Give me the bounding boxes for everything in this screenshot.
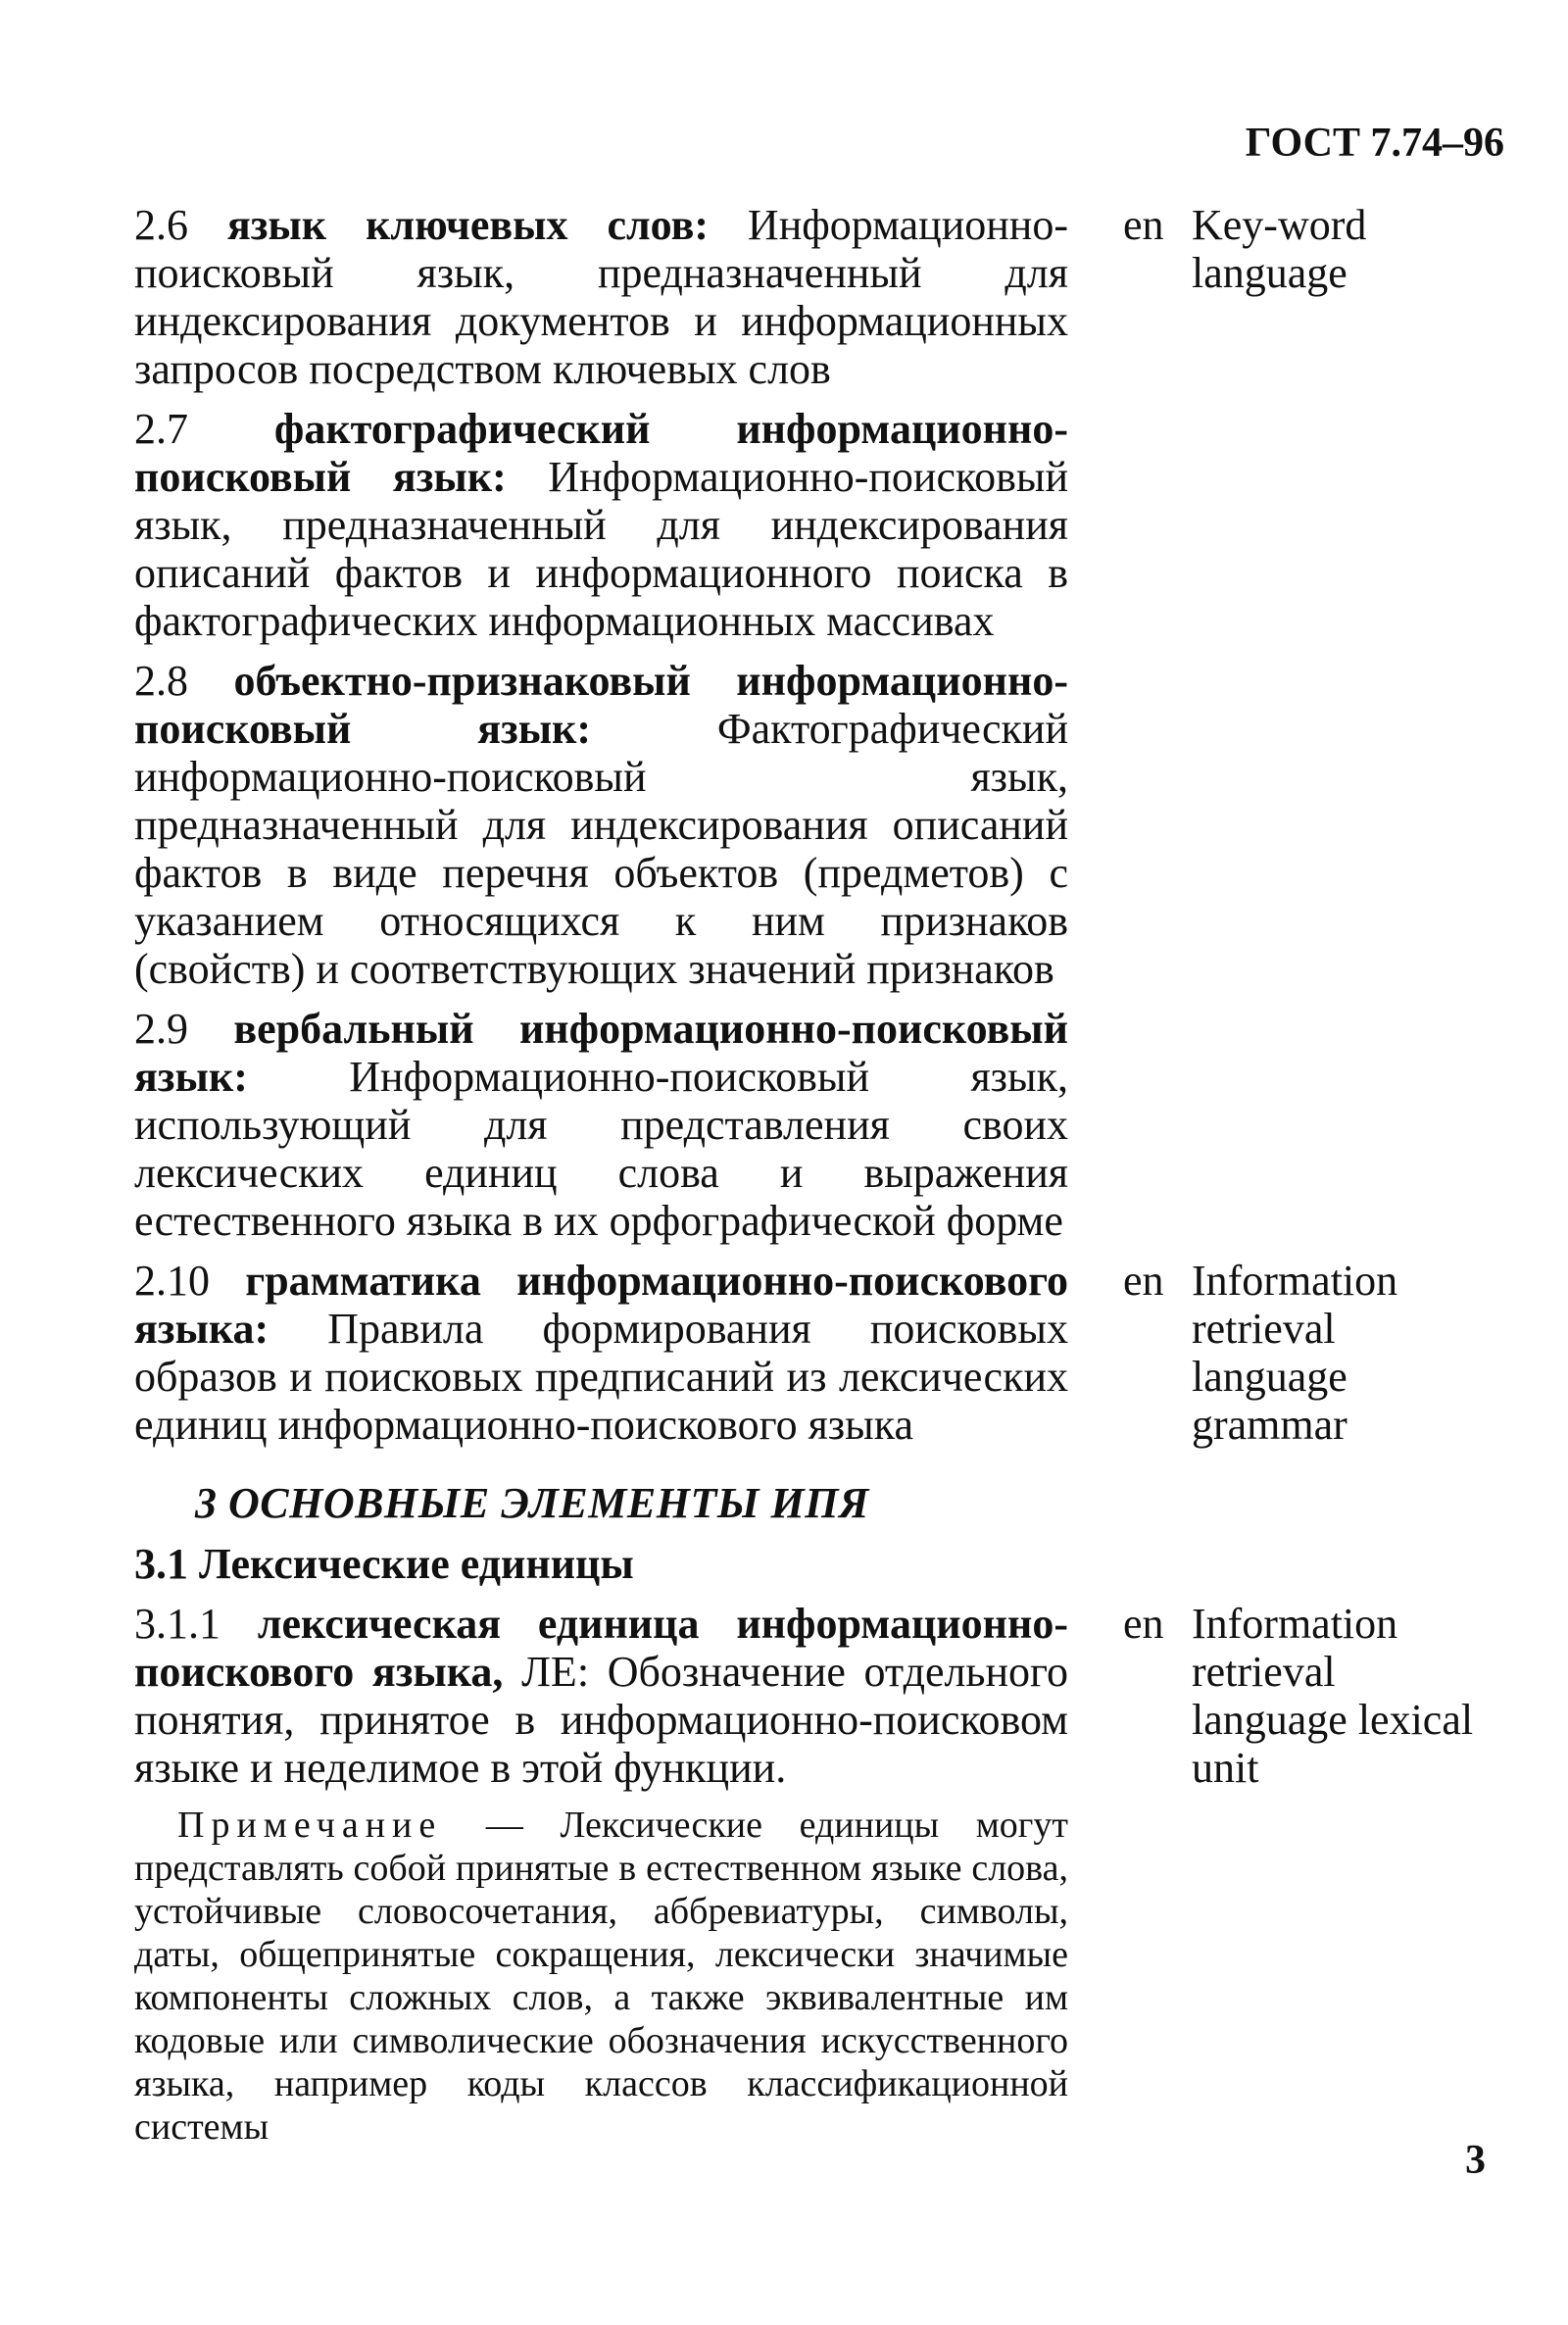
page-number: 3 <box>1465 2138 1486 2183</box>
term-body <box>134 657 1068 993</box>
note-label: Примечание <box>177 1805 486 1846</box>
note-paragraph <box>134 1804 1068 2149</box>
term-number: 2.8 <box>134 657 234 705</box>
english-term: Information retrieval language grammar <box>1192 1257 1398 1449</box>
term-number: 2.9 <box>134 1005 234 1053</box>
term-body <box>134 201 1068 393</box>
term-name: вербальный информационно-поисковый язык: <box>134 1005 1068 1101</box>
term-entry-2-7 <box>134 405 1526 645</box>
english-equivalent <box>1123 1600 1495 1792</box>
term-definition: Правила формирования поисковых образов и поисковых предписаний из лексических единиц информационно-поискового языка <box>134 1305 1068 1449</box>
term-definition: Фактографический информационно-поисковый язык, предназначенный для индексирования описаний фактов в виде перечня объектов (предметов) с указанием относящихся к ним признаков (свойств) и соответствующих значений признаков <box>134 705 1068 993</box>
term-name: объектно-признаковый информационно-поисковый язык: <box>134 657 1068 753</box>
term-name: фактографический информационно-поисковый язык: <box>134 405 1068 501</box>
term-body <box>134 1600 1068 1792</box>
term-body <box>134 1257 1068 1449</box>
english-equivalent <box>1123 201 1495 393</box>
term-body <box>134 1005 1068 1245</box>
term-definition: Информационно-поисковый язык, предназначенный для индексирования документов и информационных запросов посредством ключевых слов <box>134 201 1068 393</box>
term-definition: Обозначение отдельного понятия, принятое в информационно-поисковом языке и неделимое в этой функции. <box>134 1648 1068 1792</box>
page-header-standard: ГОСТ 7.74–96 <box>1245 121 1504 166</box>
term-entry-2-9 <box>134 1005 1526 1245</box>
language-code: en <box>1123 1257 1164 1305</box>
term-name: лексическая единица информационно-поискового языка, <box>134 1600 1069 1696</box>
term-entry-3-1-1 <box>134 1600 1526 1792</box>
term-number: 2.10 <box>134 1257 246 1305</box>
term-definition: Информационно-поисковый язык, использующий для представления своих лексических единиц слова и выражения естественного языка в их орфографической форме <box>134 1053 1068 1245</box>
term-entry-2-10 <box>134 1257 1526 1449</box>
term-name: грамматика информационно-поискового языка: <box>134 1257 1068 1353</box>
language-code: en <box>1123 201 1164 249</box>
note-text: — Лексические единицы могут представлять собой принятые в естественном языке слова, устойчивые словосочетания, аббревиатуры, символы, даты, общепринятые сокращения, лексически значимые компоненты сложных слов, а также эквивалентные им кодовые или символические обозначения искусственного языка, например коды классов классификационной системы <box>134 1805 1068 2148</box>
term-entry-2-8 <box>134 657 1526 993</box>
term-definition: Информационно-поисковый язык, предназначенный для индексирования описаний фактов и информационного поиска в фактографических информационных массивах <box>134 453 1068 645</box>
term-number: 2.6 <box>134 201 227 249</box>
subsection-title: 3.1 Лексические единицы <box>134 1540 634 1588</box>
document-content <box>134 201 1526 2149</box>
term-entry-2-6 <box>134 201 1526 393</box>
term-body <box>134 405 1068 645</box>
section-title: 3 ОСНОВНЫЕ ЭЛЕМЕНТЫ ИПЯ <box>195 1479 869 1527</box>
language-code: en <box>1123 1600 1164 1648</box>
english-equivalent <box>1123 1257 1495 1449</box>
english-term: Information retrieval language lexical unit <box>1192 1600 1474 1792</box>
english-term: Key-word language <box>1192 201 1367 297</box>
term-number: 2.7 <box>134 405 274 453</box>
term-name: язык ключевых слов: <box>226 201 748 249</box>
term-abbreviation: ЛЕ: <box>521 1648 608 1696</box>
term-number: 3.1.1 <box>134 1600 258 1648</box>
